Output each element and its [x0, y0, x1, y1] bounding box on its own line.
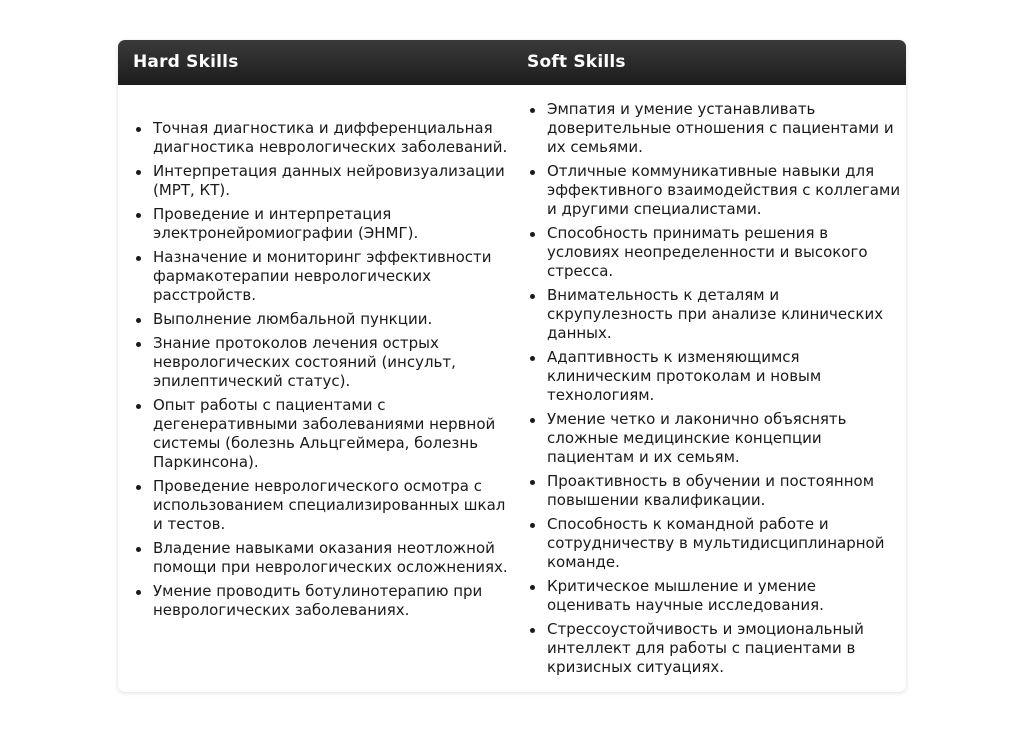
list-item: Отличные коммуникативные навыки для эффективного взаимодействия с коллегами и другими специалистами. [527, 162, 902, 219]
list-item: Проактивность в обучении и постоянном повышении квалификации. [527, 472, 902, 510]
hard-skills-list [133, 119, 513, 625]
list-item: Адаптивность к изменяющимся клиническим протоколам и новым технологиям. [527, 348, 902, 405]
list-item: Знание протоколов лечения острых неврологических состояний (инсульт, эпилептический статус). [133, 334, 513, 391]
list-item: Владение навыками оказания неотложной помощи при неврологических осложнениях. [133, 539, 513, 577]
list-item: Внимательность к деталям и скрупулезность при анализе клинических данных. [527, 286, 902, 343]
list-item: Выполнение люмбальной пункции. [133, 310, 513, 329]
list-item: Назначение и мониторинг эффективности фармакотерапии неврологических расстройств. [133, 248, 513, 305]
soft-skills-header: Soft Skills [527, 52, 626, 72]
list-item: Интерпретация данных нейровизуализации (МРТ, КТ). [133, 162, 513, 200]
list-item: Проведение и интерпретация электронейромиографии (ЭНМГ). [133, 205, 513, 243]
soft-skills-list [527, 100, 902, 682]
list-item: Умение проводить ботулинотерапию при неврологических заболеваниях. [133, 582, 513, 620]
list-item: Опыт работы с пациентами с дегенеративными заболеваниями нервной системы (болезнь Альцгеймера, болезнь Паркинсона). [133, 396, 513, 472]
hard-skills-header: Hard Skills [133, 52, 239, 72]
skills-table [118, 40, 906, 692]
list-item: Умение четко и лаконично объяснять сложные медицинские концепции пациентам и их семьям. [527, 410, 902, 467]
list-item: Эмпатия и умение устанавливать доверительные отношения с пациентами и их семьями. [527, 100, 902, 157]
list-item: Критическое мышление и умение оценивать научные исследования. [527, 577, 902, 615]
list-item: Способность принимать решения в условиях неопределенности и высокого стресса. [527, 224, 902, 281]
list-item: Проведение неврологического осмотра с использованием специализированных шкал и тестов. [133, 477, 513, 534]
list-item: Способность к командной работе и сотрудничеству в мультидисциплинарной команде. [527, 515, 902, 572]
table-header [118, 40, 906, 85]
list-item: Стрессоустойчивость и эмоциональный интеллект для работы с пациентами в кризисных ситуациях. [527, 620, 902, 677]
list-item: Точная диагностика и дифференциальная диагностика неврологических заболеваний. [133, 119, 513, 157]
